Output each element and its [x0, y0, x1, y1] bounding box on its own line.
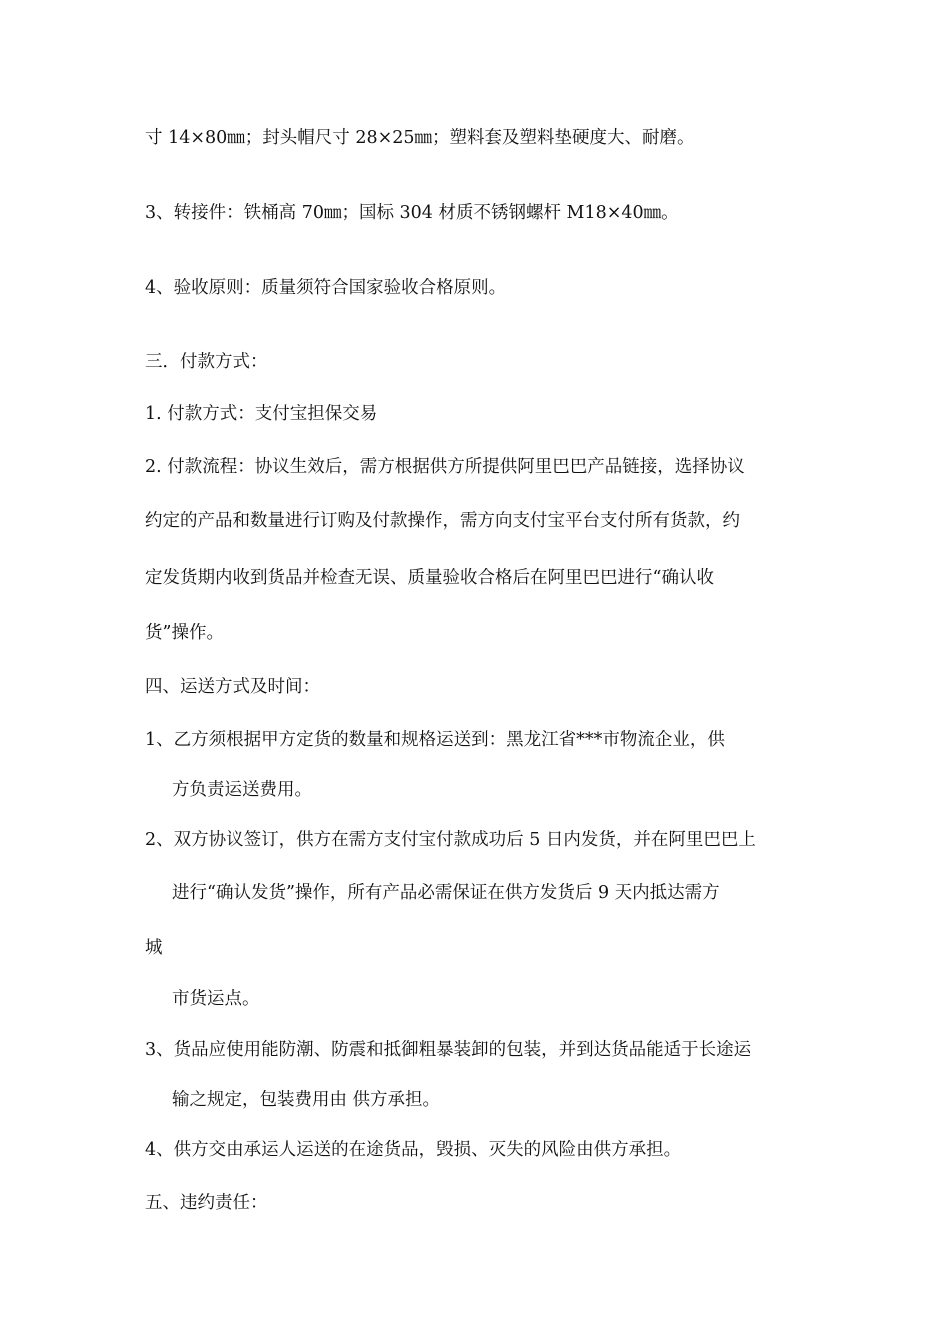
text-line: 进行“确认发货”操作，所有产品必需保证在供方发货后 9 天内抵达需方 — [172, 883, 720, 903]
text-line: 方负责运送费用。 — [172, 780, 312, 800]
text-line: 1、乙方须根据甲方定货的数量和规格运送到：黑龙江省***市物流企业，供 — [145, 730, 725, 750]
text-line: 市货运点。 — [172, 989, 260, 1009]
text-line: 1. 付款方式：支付宝担保交易 — [145, 404, 378, 424]
text-line: 4、验收原则：质量须符合国家验收合格原则。 — [145, 278, 507, 298]
text-line: 2、双方协议签订，供方在需方支付宝付款成功后 5 日内发货，并在阿里巴巴上 — [145, 830, 756, 850]
text-line: 3、货品应使用能防潮、防震和抵御粗暴装卸的包装，并到达货品能适于长途运 — [145, 1040, 752, 1060]
text-line: 货”操作。 — [145, 623, 224, 643]
section-heading: 三．付款方式： — [145, 352, 268, 372]
text-line: 2. 付款流程：协议生效后，需方根据供方所提供阿里巴巴产品链接，选择协议 — [145, 457, 745, 477]
text-line: 城 — [145, 938, 163, 958]
section-heading: 五、违约责任： — [145, 1193, 268, 1213]
text-line: 3、转接件：铁桶高 70㎜；国标 304 材质不锈钢螺杆 M18×40㎜。 — [145, 203, 679, 223]
text-line: 定发货期内收到货品并检查无误、质量验收合格后在阿里巴巴进行“确认收 — [145, 568, 714, 588]
text-line: 寸 14×80㎜；封头帽尺寸 28×25㎜；塑料套及塑料垫硬度大、耐磨。 — [145, 128, 695, 148]
text-line: 约定的产品和数量进行订购及付款操作，需方向支付宝平台支付所有货款，约 — [145, 511, 740, 531]
section-heading: 四、运送方式及时间： — [145, 677, 320, 697]
text-line: 输之规定，包装费用由 供方承担。 — [172, 1090, 441, 1110]
text-line: 4、供方交由承运人运送的在途货品，毁损、灭失的风险由供方承担。 — [145, 1140, 682, 1160]
